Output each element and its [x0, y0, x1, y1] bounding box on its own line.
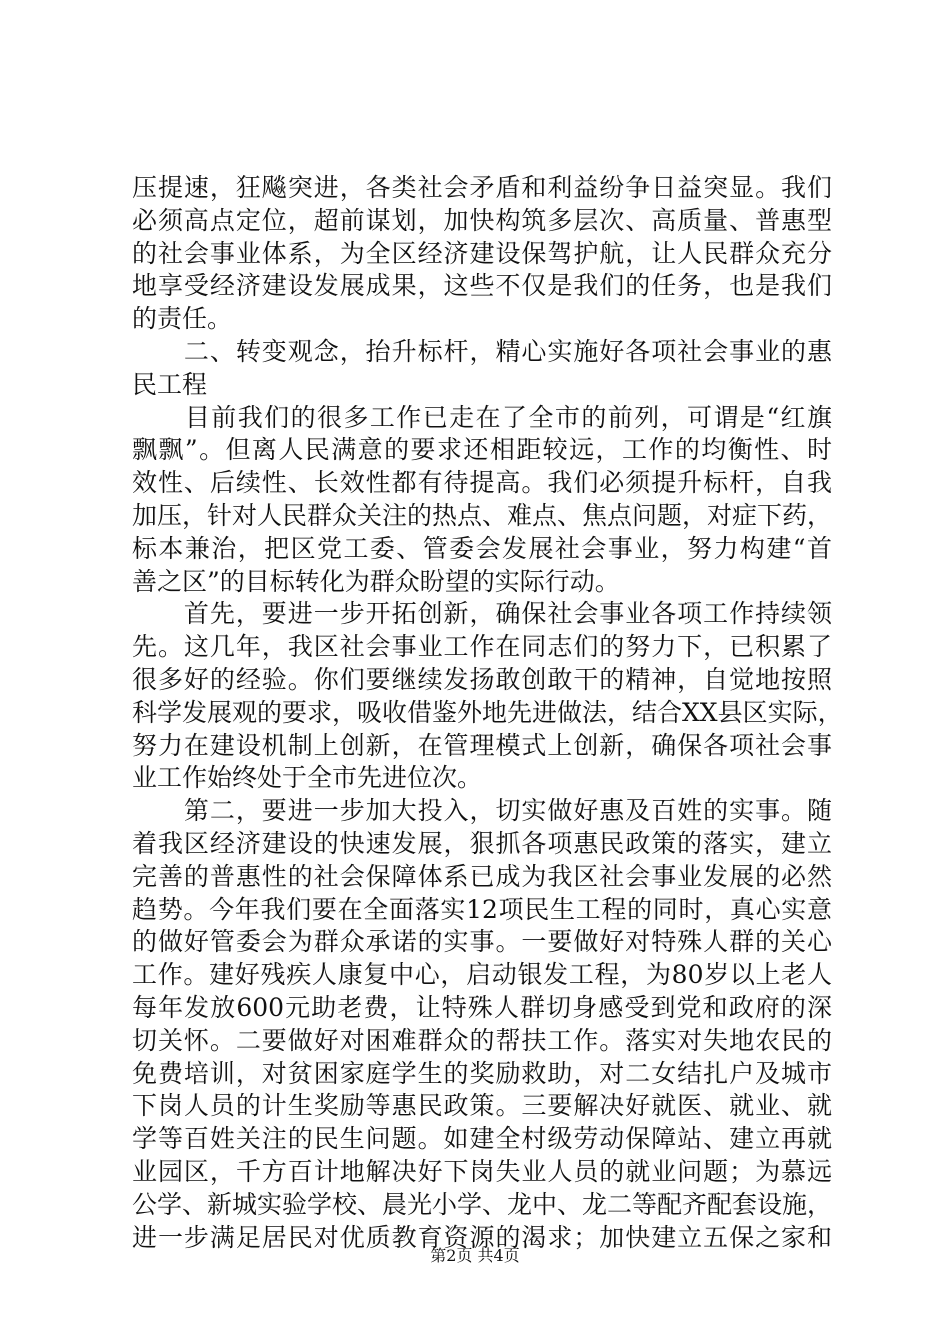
text-line: 压提速，狂飚突进，各类社会矛盾和利益纷争日益突显。我们 [132, 173, 832, 202]
text-line: 首先，要进一步开拓创新，确保社会事业各项工作持续领 [132, 599, 832, 629]
text-line: 每年发放600元助老费，让特殊人群切身感受到党和政府的深 [132, 992, 832, 1022]
text-line: 努力在建设机制上创新，在管理模式上创新，确保各项社会事 [132, 730, 832, 760]
text-line: 的责任。 [132, 304, 233, 334]
text-line: 切关怀。二要做好对困难群众的帮扶工作。落实对失地农民的 [132, 1025, 832, 1055]
text-line: 学等百姓关注的民生问题。如建全村级劳动保障站、建立再就 [132, 1124, 832, 1154]
text-line: 的做好管委会为群众承诺的实事。一要做好对特殊人群的关心 [132, 927, 832, 957]
text-line: 业园区，千方百计地解决好下岗失业人员的就业问题；为慕远 [132, 1156, 832, 1186]
document-body [132, 172, 843, 1254]
text-line: 先。这几年，我区社会事业工作在同志们的努力下，已积累了 [132, 632, 832, 662]
text-line: 进一步满足居民对优质教育资源的渴求；加快建立五保之家和 [132, 1222, 832, 1252]
text-line: 飘飘”。但离人民满意的要求还相距较远，工作的均衡性、时 [132, 435, 832, 465]
text-line: 的社会事业体系，为全区经济建设保驾护航，让人民群众充分 [132, 238, 832, 268]
text-line: 趋势。今年我们要在全面落实12项民生工程的同时，真心实意 [132, 894, 832, 924]
text-line: 目前我们的很多工作已走在了全市的前列，可谓是“红旗 [132, 402, 832, 432]
text-line: 公学、新城实验学校、晨光小学、龙中、龙二等配齐配套设施， [132, 1189, 833, 1219]
text-line: 业工作始终处于全市先进位次。 [132, 763, 483, 793]
page-number-footer: 第2页 共4页 [430, 1246, 520, 1265]
text-line: 完善的普惠性的社会保障体系已成为我区社会事业发展的必然 [132, 861, 832, 891]
text-line: 着我区经济建设的快速发展，狠抓各项惠民政策的落实，建立 [132, 828, 832, 858]
text-line: 加压，针对人民群众关注的热点、难点、焦点问题，对症下药， [132, 500, 833, 530]
text-line: 工作。建好残疾人康复中心，启动银发工程，为80岁以上老人 [132, 960, 832, 990]
text-line: 地享受经济建设发展成果，这些不仅是我们的任务，也是我们 [132, 271, 832, 301]
text-line: 标本兼治，把区党工委、管委会发展社会事业，努力构建“首 [132, 533, 832, 563]
text-line: 很多好的经验。你们要继续发扬敢创敢干的精神，自觉地按照 [132, 664, 832, 694]
text-line: 效性、后续性、长效性都有待提高。我们必须提升标杆，自我 [132, 468, 832, 498]
text-line: 第二，要进一步加大投入，切实做好惠及百姓的实事。随 [132, 796, 832, 826]
section-heading-line: 民工程 [132, 369, 208, 399]
text-line: 科学发展观的要求，吸收借鉴外地先进做法，结合XX县区实际， [132, 697, 843, 727]
section-heading-line: 二、转变观念，抬升标杆，精心实施好各项社会事业的惠 [132, 336, 832, 366]
text-line: 免费培训，对贫困家庭学生的奖励救助，对二女结扎户及城市 [132, 1058, 832, 1088]
text-line: 必须高点定位，超前谋划，加快构筑多层次、高质量、普惠型 [132, 205, 832, 235]
text-line: 下岗人员的计生奖励等惠民政策。三要解决好就医、就业、就 [132, 1091, 832, 1121]
text-line: 善之区”的目标转化为群众盼望的实际行动。 [132, 566, 620, 596]
